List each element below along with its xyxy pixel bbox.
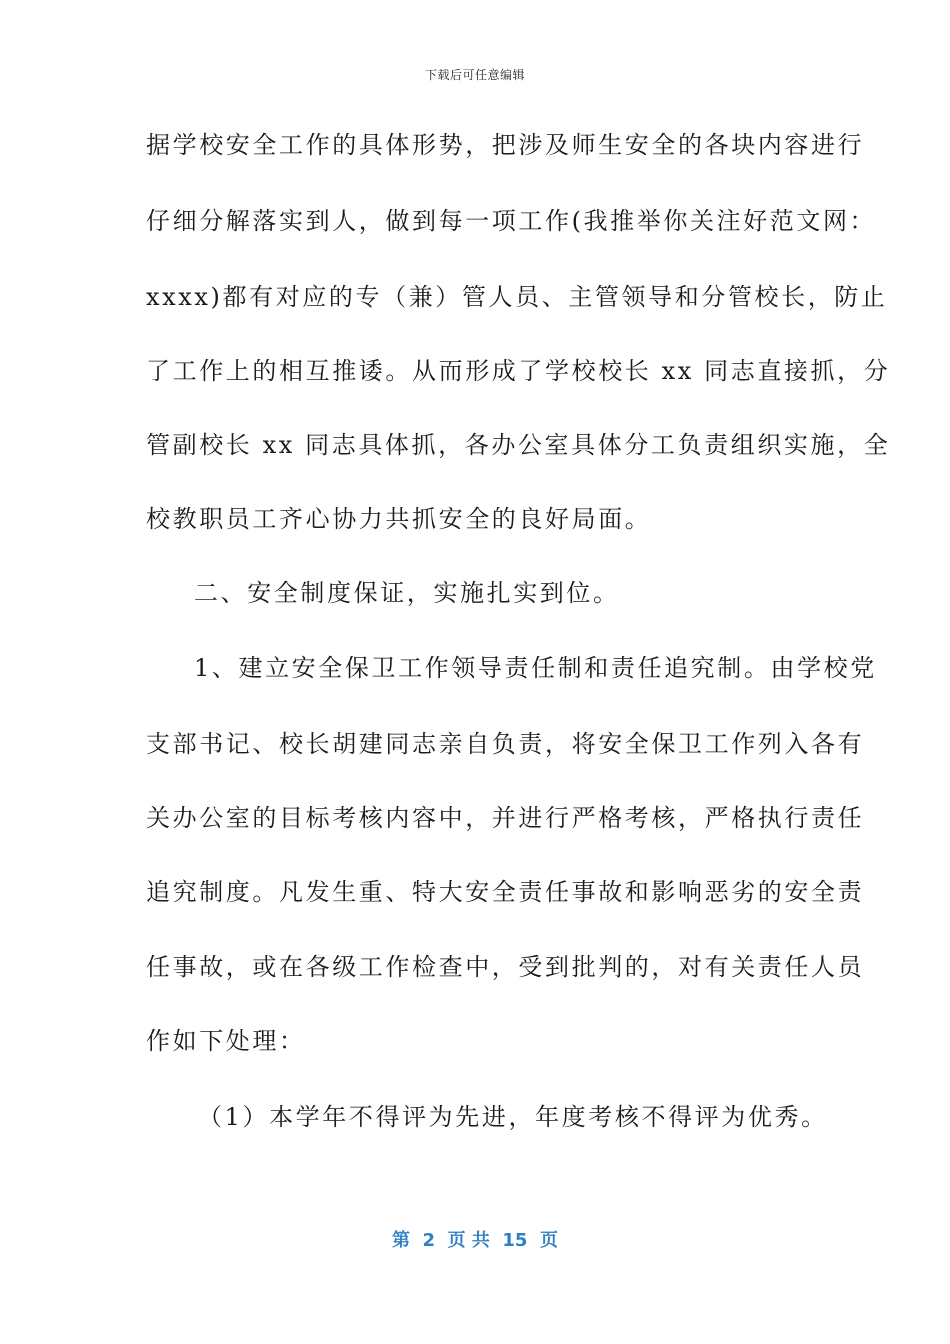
body-line: 据学校安全工作的具体形势，把涉及师生安全的各块内容进行 [146,131,865,159]
body-line: 作如下处理： [146,1027,306,1055]
body-line: 了工作上的相互推诿。从而形成了学校校长 xx 同志直接抓，分 [146,357,891,385]
page-indicator: 第 2 页 共 15 页 [392,1230,558,1251]
body-line: xxxx)都有对应的专（兼）管人员、主管领导和分管校长，防止 [146,283,888,311]
body-line: 追究制度。凡发生重、特大安全责任事故和影响恶劣的安全责 [146,878,865,906]
header-note: 下载后可任意编辑 [424,68,525,82]
body-line: 关办公室的目标考核内容中，并进行严格考核，严格执行责任 [146,804,865,832]
body-line: 任事故，或在各级工作检查中，受到批判的，对有关责任人员 [146,953,865,981]
body-line: 仔细分解落实到人，做到每一项工作(我推举你关注好范文网： [146,207,877,235]
section-heading: 二、安全制度保证，实施扎实到位。 [194,579,620,607]
body-line: 支部书记、校长胡建同志亲自负责，将安全保卫工作列入各有 [146,730,865,758]
body-line: 1、建立安全保卫工作领导责任制和责任追究制。由学校党 [194,654,877,682]
body-line: 校教职员工齐心协力共抓安全的良好局面。 [146,505,652,533]
list-item: （1）本学年不得评为先进，年度考核不得评为优秀。 [198,1103,828,1131]
body-line: 管副校长 xx 同志具体抓，各办公室具体分工负责组织实施，全 [146,431,891,459]
